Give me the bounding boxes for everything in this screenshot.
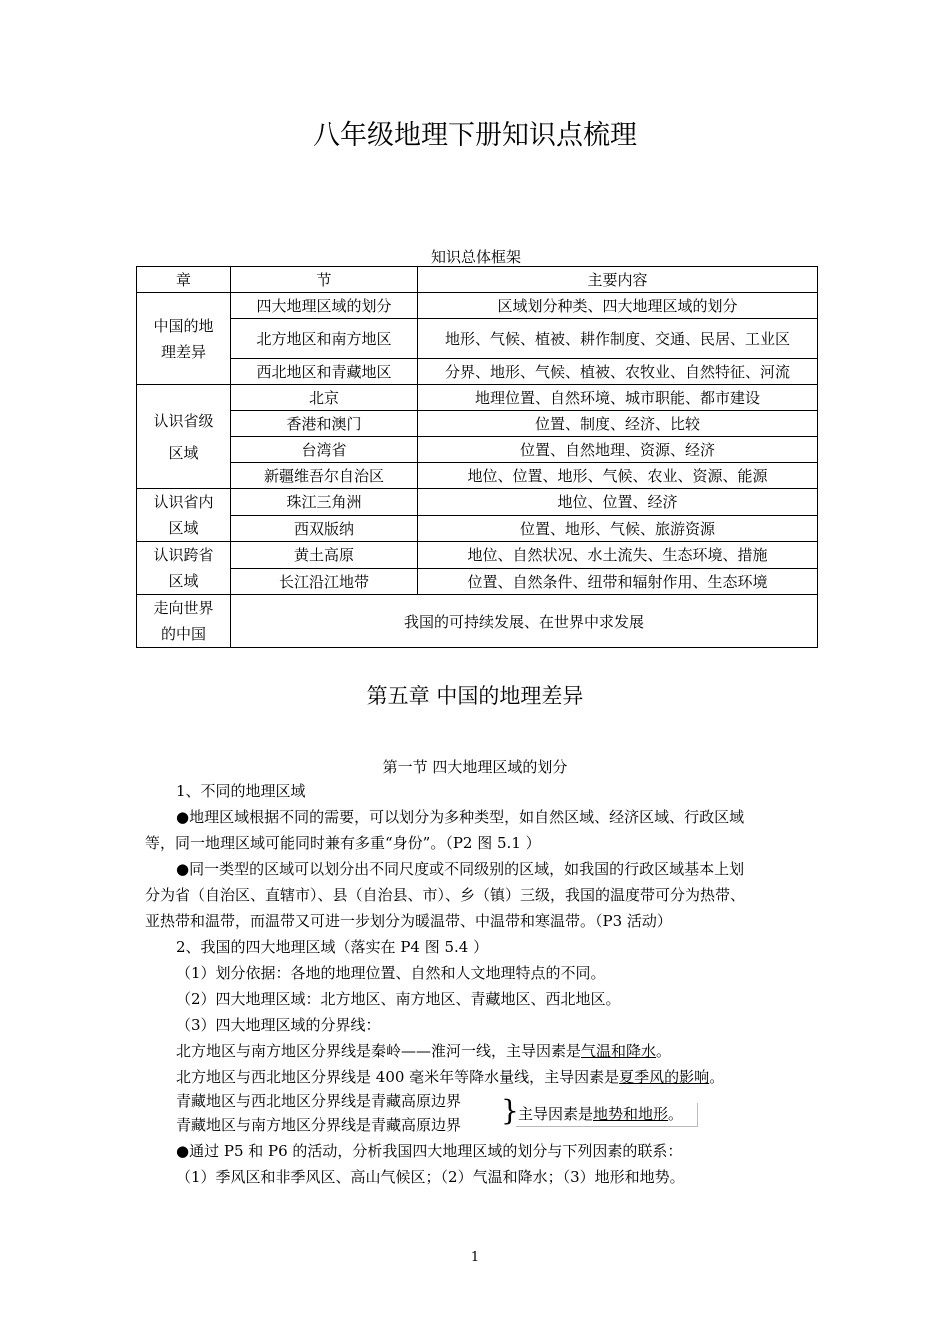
section-heading: 第一节 四大地理区域的划分 (382, 758, 568, 776)
boundary-line-4: 青藏地区与南方地区分界线是青藏高原边界 (176, 1116, 462, 1134)
header-content: 主要内容 (418, 267, 818, 293)
subheading-2: 2、我国的四大地理区域（落实在 P4 图 5.4 ） (176, 938, 489, 956)
table-row (137, 319, 818, 359)
boundary-line-3: 青藏地区与西北地区分界线是青藏高原边界 (176, 1092, 462, 1110)
brace-factor (516, 1103, 698, 1127)
framework-caption: 知识总体框架 (430, 248, 521, 266)
paragraph-line: （1）季风区和非季风区、高山气候区；（2）气温和降水；（3）地形和地势。 (176, 1168, 685, 1186)
document-title: 八年级地理下册知识点梳理 (313, 120, 637, 151)
table-row (137, 437, 818, 463)
content-cell: 分界、地形、气候、植被、农牧业、自然特征、河流 (418, 359, 818, 385)
content-cell: 位置、自然条件、纽带和辐射作用、生态环境 (418, 568, 818, 595)
boundary-text: 北方地区与南方地区分界线是秦岭——淮河一线，主导因素是 (176, 1042, 582, 1060)
table-row (137, 568, 818, 595)
header-chapter: 章 (137, 267, 231, 293)
content-cell: 地形、气候、植被、耕作制度、交通、民居、工业区 (418, 319, 818, 359)
paragraph-line: 等，同一地理区域可能同时兼有多重“身份”。（P2 图 5.1 ） (145, 834, 541, 852)
key-factor-underlined: 地势和地形 (593, 1105, 669, 1123)
paragraph-line: ●地理区域根据不同的需要，可以划分为多种类型，如自然区域、经济区域、行政区域 (176, 808, 745, 826)
list-item: （2）四大地理区域：北方地区、南方地区、青藏地区、西北地区。 (176, 990, 621, 1008)
list-item: （1）划分依据：各地的地理位置、自然和人文地理特点的不同。 (176, 964, 606, 982)
table-row (137, 463, 818, 489)
table-row (137, 542, 818, 569)
paragraph-line: 亚热带和温带，而温带又可进一步划分为暖温带、中温带和寒温带。（P3 活动） (145, 912, 672, 930)
subheading-1: 1、不同的地理区域 (176, 782, 306, 800)
content-cell: 地理位置、自然环境、城市职能、都市建设 (418, 385, 818, 411)
section-cell: 珠江三角洲 (231, 489, 418, 516)
table-row (137, 515, 818, 542)
content-cell: 地位、位置、经济 (418, 489, 818, 516)
content-cell: 位置、制度、经济、比较 (418, 411, 818, 437)
list-item: （3）四大地理区域的分界线： (176, 1016, 381, 1034)
section-cell: 西双版纳 (231, 515, 418, 542)
chapter-cell: 认识省内区域 (137, 489, 231, 542)
content-cell: 位置、自然地理、资源、经济 (418, 437, 818, 463)
content-cell: 位置、地形、气候、旅游资源 (418, 515, 818, 542)
chapter-cell: 认识省级区域 (137, 385, 231, 489)
table-row (137, 595, 818, 648)
boundary-end: 。 (656, 1042, 672, 1060)
key-factor-underlined: 夏季风的影响 (619, 1068, 710, 1086)
framework-table (136, 266, 818, 648)
boundary-end: 。 (709, 1068, 725, 1086)
content-cell: 区域划分种类、四大地理区域的划分 (418, 293, 818, 319)
key-factor-underlined: 气温和降水 (581, 1042, 657, 1060)
section-cell: 黄土高原 (231, 542, 418, 569)
chapter-cell: 认识跨省区域 (137, 542, 231, 595)
merged-content-cell: 我国的可持续发展、在世界中求发展 (231, 595, 818, 648)
section-cell: 四大地理区域的划分 (231, 293, 418, 319)
page-number: 1 (470, 1250, 480, 1265)
section-cell: 长江沿江地带 (231, 568, 418, 595)
section-cell: 香港和澳门 (231, 411, 418, 437)
boundary-line-1 (176, 1040, 671, 1061)
content-cell: 地位、位置、地形、气候、农业、资源、能源 (418, 463, 818, 489)
section-cell: 北京 (231, 385, 418, 411)
brace-end: 。 (668, 1105, 684, 1123)
chapter-cell: 中国的地理差异 (137, 293, 231, 385)
paragraph-line: ●同一类型的区域可以划分出不同尺度或不同级别的区域，如我国的行政区域基本上划 (176, 860, 745, 878)
section-cell: 新疆维吾尔自治区 (231, 463, 418, 489)
header-section: 节 (231, 267, 418, 293)
section-cell: 台湾省 (231, 437, 418, 463)
paragraph-line: 分为省（自治区、直辖市）、县（自治县、市）、乡（镇）三级，我国的温度带可分为热带、 (145, 886, 746, 904)
table-row (137, 359, 818, 385)
boundary-line-2 (176, 1066, 724, 1087)
boundary-text: 北方地区与西北地区分界线是 400 毫米年等降水量线，主导因素是 (176, 1068, 620, 1086)
brace-text: 主导因素是 (518, 1105, 594, 1123)
chapter-heading: 第五章 中国的地理差异 (366, 684, 584, 708)
content-cell: 地位、自然状况、水土流失、生态环境、措施 (418, 542, 818, 569)
paragraph-line: ●通过 P5 和 P6 的活动，分析我国四大地理区域的划分与下列因素的联系： (176, 1142, 683, 1160)
section-cell: 西北地区和青藏地区 (231, 359, 418, 385)
table-row (137, 385, 818, 411)
chapter-cell: 走向世界的中国 (137, 595, 231, 648)
section-cell: 北方地区和南方地区 (231, 319, 418, 359)
table-header-row (137, 267, 818, 293)
table-row (137, 293, 818, 319)
brace-icon: } (501, 1094, 519, 1127)
table-row (137, 411, 818, 437)
table-row (137, 489, 818, 516)
